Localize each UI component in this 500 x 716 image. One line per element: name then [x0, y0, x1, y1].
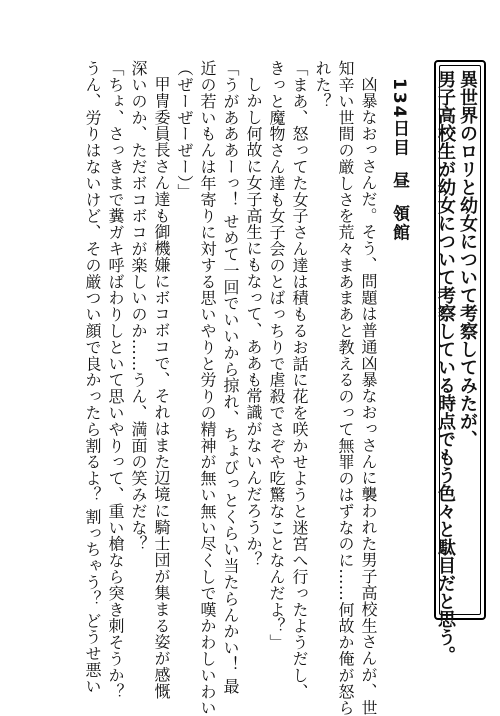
- text-column: [357, 60, 380, 716]
- day-number: 134日目: [389, 78, 409, 158]
- text-line: れた？: [313, 60, 332, 110]
- text-column: [219, 60, 242, 695]
- text-column: [104, 60, 127, 700]
- text-line: 近の若いもんは年寄りに対する思いやりと労りの精神が無い無い尽くしで嘆かわしいわい: [198, 60, 217, 716]
- text-line: 「まあ、怒ってた女子さん達は積もるお話に花を咲かせようと迷宮へ行ったようだし、: [290, 60, 309, 700]
- text-column: [150, 60, 173, 700]
- text-column: [288, 60, 311, 700]
- text-column: [265, 60, 288, 660]
- text-line: 「ちょ、さっきまで糞ガキ呼ばわりしといて思いやりって、重い槍なら突き刺そうか？: [106, 60, 125, 700]
- text-line: うん、労りはないけど、その厳つい顔で良かったら割るよ？ 割っちゃう？ どうせ悪い: [83, 60, 102, 695]
- title-line-1: 異世界のロリと幼女について考察してみたが、: [457, 70, 478, 448]
- title-line-2: 男子高校生が幼女について考察している時点でもう色々と駄目だと思う。: [435, 70, 456, 664]
- text-column: [173, 60, 196, 660]
- text-column: [196, 60, 219, 716]
- text-line: 「うがあああーっ！ せめて一回でいいから掠れ、ちょびっとくらい当たらんかい！ 最: [221, 60, 240, 695]
- text-line: 知辛い世間の厳しさを荒々まあまあと教えるのって無罪のはずなのに……何故か俺が怒ら: [336, 60, 355, 716]
- text-line: （ぜーぜーぜー）」: [175, 60, 194, 200]
- text-column: [127, 60, 150, 660]
- title-frame: [434, 60, 486, 664]
- text-column: [242, 60, 265, 660]
- text-column: [311, 60, 334, 660]
- location: 領館: [389, 204, 409, 243]
- text-line: 甲冑委員長さん達も御機嫌にボコボコで、それはまた辺境に騎士団が集まる姿が感慨: [152, 76, 171, 700]
- text-line: 凶暴なおっさんだ。そう、問題は普通凶暴なおっさんに襲われた男子高校生さんが、世: [359, 76, 378, 716]
- body-text: [81, 60, 380, 716]
- text-column: [334, 60, 357, 716]
- text-line: しかし何故に女子高生にもなって、ああも常識がないんだろうか？: [244, 76, 263, 568]
- text-column: [81, 60, 104, 695]
- text-line: きっと魔物さん達も女子会のとばっちりで虐殺でさぞや吃驚なことなんだよ？」: [267, 60, 286, 651]
- chapter-header: [387, 78, 412, 278]
- text-line: 深いのか、ただボコボコが楽しいのか……うん、満面の笑みだな？: [129, 60, 148, 552]
- chapter-title: [434, 70, 478, 664]
- time-of-day: 昼: [389, 171, 409, 191]
